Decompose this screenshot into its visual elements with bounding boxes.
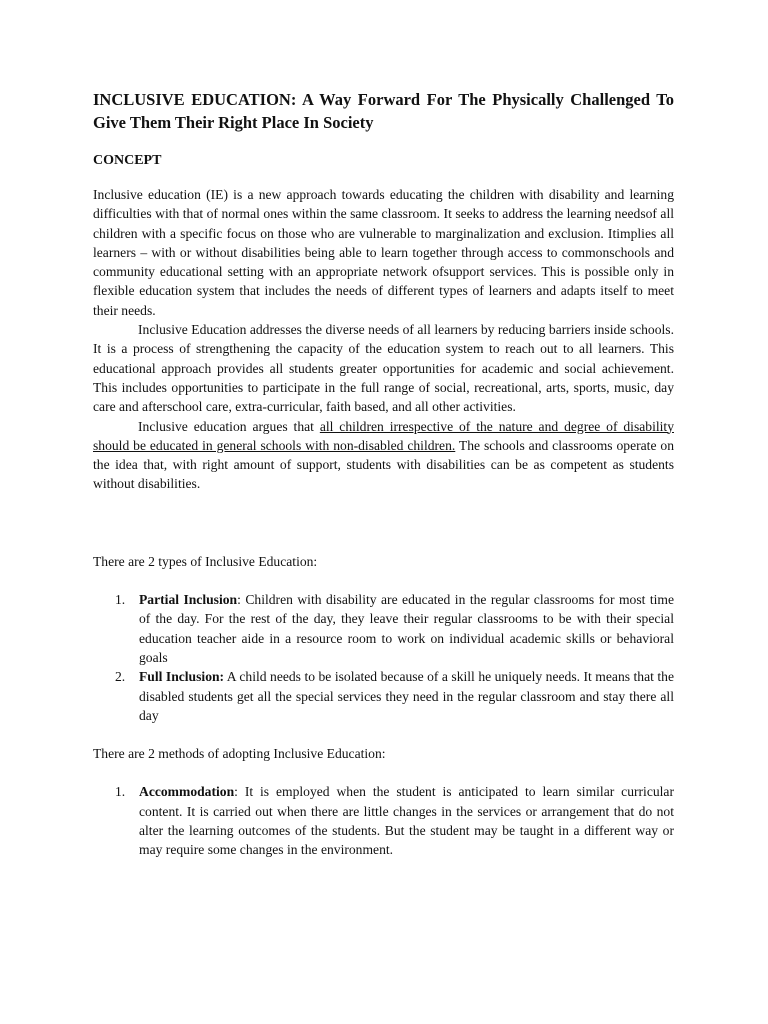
- list-item-accommodation: [93, 782, 674, 859]
- term-description: Children with disability are educated in the regular classrooms for most time of the day. For the rest of the day, they leave their regular classrooms to be with their special education teacher aide in a resource room to work on individual academic skills or behavioral goals: [139, 592, 674, 665]
- paragraph-3: [93, 417, 674, 494]
- term-partial-inclusion: Partial Inclusion: [139, 592, 238, 608]
- list-number: 1.: [115, 784, 126, 800]
- term-description: It is employed when the student is anticipated to learn similar curricular content. It is carried out when there are little changes in the services or arrangement that do not alter the learning outcomes of the students. But the student may be taught in a different way or may require some changes in the environment.: [139, 784, 674, 858]
- document-body: [93, 88, 674, 860]
- paragraph-2: Inclusive Education addresses the diverse needs of all learners by reducing barriers inside schools. It is a process of strengthening the capacity of the education system to reach out to all learners. This educational approach provides all students greater opportunities for academic and social achievement. This includes opportunities to participate in the full range of social, recreational, arts, sports, music, day care and afterschool care, extra-curricular, faith based, and all other activities.: [93, 322, 674, 415]
- methods-list: [93, 782, 674, 859]
- term-full-inclusion: Full Inclusion:: [139, 669, 225, 685]
- types-list: [93, 590, 674, 725]
- underlined-statement: all children irrespective of the nature and degree of disability should be educated in general schools with non-disabled children.: [93, 418, 674, 453]
- methods-intro: There are 2 methods of adopting Inclusive Education:: [93, 746, 386, 762]
- list-item-partial-inclusion: [93, 590, 674, 667]
- term-description: A child needs to be isolated because of a skill he uniquely needs. It means that the disabled students get all the special services they need in the regular classroom and stay there all day: [139, 669, 674, 723]
- paragraph-3-rest: The schools and classrooms operate on the idea that, with right amount of support, students with disabilities can be as competent as students without disabilities.: [93, 437, 674, 492]
- section-heading-concept: CONCEPT: [93, 153, 162, 168]
- paragraph-1: Inclusive education (IE) is a new approach towards educating the children with disability and learning difficulties with that of normal ones within the same classroom. It seeks to address the learning needsof all children with a specific focus on those who are vulnerable to marginalization and exclusion. Itimplies all learners – with or without disabilities being able to learn together through access to commonschools and community educational setting with an appropriate network ofsupport services. This is possible only in flexible education system that includes the needs of different types of learners and adapts itself to meet their needs.: [93, 187, 674, 318]
- paragraph-3-lead: Inclusive education argues that: [138, 418, 320, 434]
- term-separator: :: [234, 784, 238, 800]
- types-intro: There are 2 types of Inclusive Education:: [93, 553, 318, 569]
- term-separator: :: [237, 592, 241, 608]
- document-title: INCLUSIVE EDUCATION: A Way Forward For The Physically Challenged To Give Them Their Right Place In Society: [93, 90, 674, 132]
- list-number: 1.: [115, 592, 126, 608]
- list-item-full-inclusion: [93, 667, 674, 725]
- list-number: 2.: [115, 669, 126, 685]
- term-accommodation: Accommodation: [139, 784, 235, 800]
